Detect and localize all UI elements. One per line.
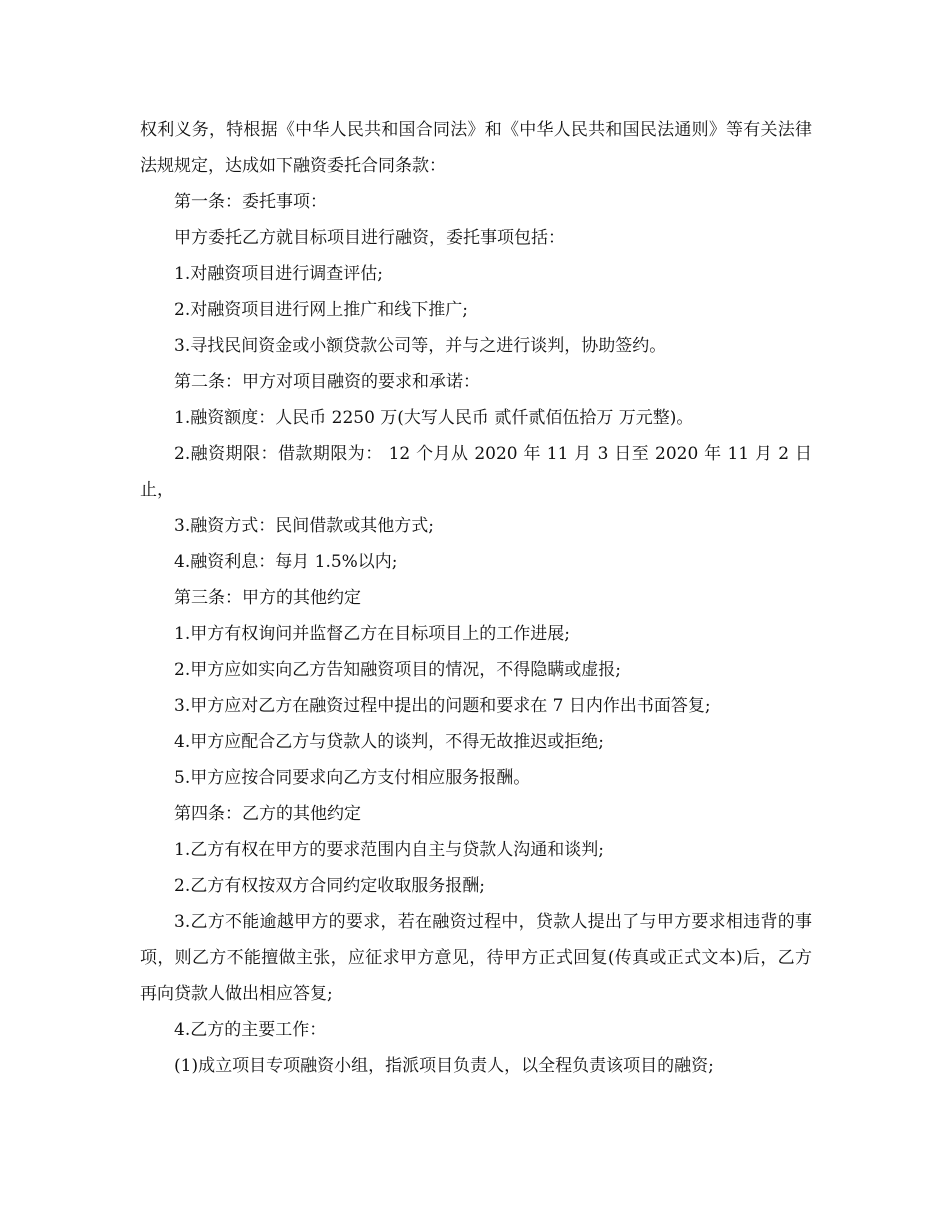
- article-3-item-4: 4.甲方应配合乙方与贷款人的谈判，不得无故推迟或拒绝;: [174, 732, 604, 752]
- article-4-subitem-1: (1)成立项目专项融资小组，指派项目负责人，以全程负责该项目的融资;: [174, 1056, 714, 1076]
- article-3-item-5: 5.甲方应按合同要求向乙方支付相应服务报酬。: [174, 768, 531, 788]
- article-3-item-1: 1.甲方有权询问并监督乙方在目标项目上的工作进展;: [174, 624, 570, 644]
- article-3-heading: 第三条：甲方的其他约定: [174, 588, 361, 608]
- article-2-item-4: 4.融资利息：每月 1.5%以内;: [174, 552, 398, 572]
- article-1-item-3: 3.寻找民间资金或小额贷款公司等，并与之进行谈判，协助签约。: [174, 336, 667, 356]
- article-4-item-4: 4.乙方的主要工作：: [174, 1020, 327, 1040]
- article-3-item-2: 2.甲方应如实向乙方告知融资项目的情况，不得隐瞒或虚报;: [174, 660, 621, 680]
- article-4-heading: 第四条：乙方的其他约定: [174, 804, 361, 824]
- article-4-item-2: 2.乙方有权按双方合同约定收取服务报酬;: [174, 876, 485, 896]
- document-body: [140, 112, 812, 1084]
- article-4-item-3: 3.乙方不能逾越甲方的要求，若在融资过程中，贷款人提出了与甲方要求相违背的事项，则乙方不能擅做主张，应征求甲方意见，待甲方正式回复(传真或正式文本)后，乙方再向贷款人做出相应答复;: [140, 912, 812, 1004]
- article-2-heading: 第二条：甲方对项目融资的要求和承诺：: [174, 372, 480, 392]
- article-2-item-3: 3.融资方式：民间借款或其他方式;: [174, 516, 434, 536]
- paragraph-intro: 权利义务，特根据《中华人民共和国合同法》和《中华人民共和国民法通则》等有关法律法规规定，达成如下融资委托合同条款：: [140, 120, 812, 176]
- article-2-item-2: 2.融资期限：借款期限为： 12 个月从 2020 年 11 月 3 日至 2020 年 11 月 2 日止，: [140, 444, 812, 500]
- article-1-item-2: 2.对融资项目进行网上推广和线下推广;: [174, 300, 468, 320]
- article-1-item-1: 1.对融资项目进行调查评估;: [174, 264, 383, 284]
- article-4-item-1: 1.乙方有权在甲方的要求范围内自主与贷款人沟通和谈判;: [174, 840, 604, 860]
- article-2-item-1: 1.融资额度：人民币 2250 万(大写人民币 贰仟贰佰伍拾万 万元整)。: [174, 408, 694, 428]
- article-3-item-3: 3.甲方应对乙方在融资过程中提出的问题和要求在 7 日内作出书面答复;: [174, 696, 711, 716]
- article-1-intro: 甲方委托乙方就目标项目进行融资，委托事项包括：: [174, 228, 565, 248]
- article-1-heading: 第一条：委托事项：: [174, 192, 327, 212]
